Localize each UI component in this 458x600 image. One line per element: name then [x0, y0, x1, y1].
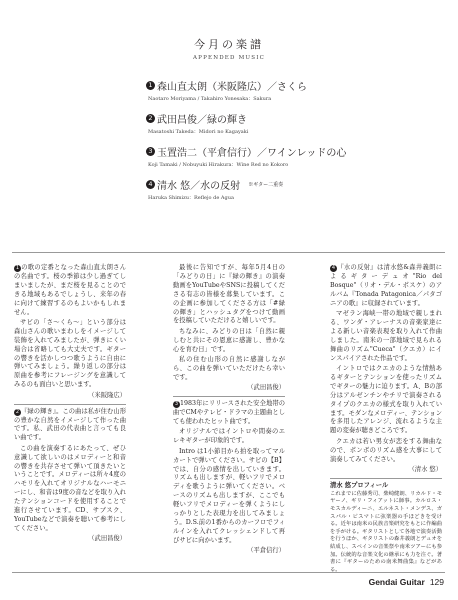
- section-number: 2: [15, 408, 20, 415]
- column-3: [330, 264, 442, 573]
- body-text: Intro は1小節目から拍を取ってマルカートで弾いてください。サビの【B】では、自分の感情を出していきます。リズムも出しますが、軽いフリでメロディを歌うように弾いてください。ベースのリズムも出しますが、ここでも軽いフリでメロディーを弾くようにしっかりとした表現力を出してみましょう。D.S.前の1番からのカーフロでフィルインを入れてクレッシェンドして再びサビに向かいます。: [173, 447, 285, 544]
- magazine-name: Gendai Guitar: [368, 577, 425, 587]
- toc-item-3: [146, 144, 436, 168]
- number-badge: 3: [146, 147, 155, 156]
- body-text: クエカは若い男女が恋をする舞曲なので、ボンボのリズム感を大事にして演奏してみてください。: [330, 437, 442, 463]
- toc-item-1: [146, 78, 436, 102]
- section-number: 4: [331, 265, 336, 271]
- body-text: マゼラン海峡一帯の地域で親しまれる、ワンダ・アレーナスの音楽家達による新しい音楽表現を取り入れて作曲しました。南米の一部地域で見られる舞曲のリズム"Cueca"（クエカ）にインスパイアされた作品です。: [330, 310, 442, 362]
- toc-title: 玉置浩二（平倉信行）／ワインレッドの心: [157, 148, 347, 159]
- body-text: イントロではクエカのような情熱あるギターとテンションを使ったリズムでギターの魅力に迫ります。A、Bの部分はアルゼンチンやチリで演奏されるタイプのクエカの様式を取り入れています。モダンなメロディー、テンションを多用したアレンジ、流れるような主題の変奏が聴きどころです。: [330, 364, 442, 435]
- toc-title: 武田昌俊／緑の輝き: [157, 115, 247, 126]
- page-subtitle: APPENDED MUSIC: [193, 55, 265, 61]
- toc-credit: Masatoshi Takeda：Midori no Kagayaki: [148, 129, 249, 135]
- signature: （清水 悠）: [408, 465, 442, 473]
- signature: （平倉信行）: [247, 547, 285, 555]
- column-1: [14, 264, 126, 568]
- toc-item-2: [146, 111, 436, 135]
- body-text: ちなみに、みどりの日は「自然に親しむと共にその恩恵に感謝し、豊かな心を育む日」です。: [173, 327, 285, 353]
- page-header: [0, 36, 458, 61]
- section-number: 3: [174, 401, 179, 408]
- number-badge: 2: [146, 114, 155, 123]
- page-number: 129: [429, 577, 444, 587]
- signature: （武田昌俊）: [88, 535, 126, 543]
- body-text: この曲を演奏するにあたって、ぜひ意識して欲しいのはメロディーと和音の響きを共存させて弾いて頂きたいということです。メロディーは所々4度のハモリを入れてオリジナルなハーモニーにし、和音は9度の音などを取り入れたテンションコードを使用することで進行させています。CD、サブスク、YouTubeなどで演奏を聴いて参考にしてください。: [14, 444, 126, 532]
- body-text: の歌の定番となった森山直太朗さんの名曲です。桜の季節は少し過ぎてしまいましたが、まだ桜を見ることのできる地域もあるでしょうし、来年の春に向けて練習するのもよいかもしれません。: [14, 264, 126, 316]
- toc-title: 森山直太朗（米阪隆広）／さくら: [157, 82, 307, 93]
- section-number: 1: [15, 265, 20, 271]
- toc-credit: Naotaro Moriyama / Takahiro Yonesaka：Sakura: [148, 96, 272, 102]
- toc-note: ※ギター二重奏: [248, 182, 284, 188]
- profile-heading: 清水 悠プロフィール: [330, 481, 389, 489]
- signature: （米阪隆広）: [88, 391, 126, 399]
- appended-music-list: [146, 78, 436, 210]
- number-badge: 1: [146, 81, 155, 90]
- body-text: 私の住む山形の自然に感謝しながら、この曲を弾いていただけたら幸いです。: [173, 356, 285, 381]
- body-text: 『水の反射』は清水悠&森井義朗によるギターデュオ"Rio del Bosque"（リオ・デル・ボスケ）のアルバム『Tonada Patagonica／パタゴニアの歌』に収録されています。: [330, 264, 442, 307]
- top-rule: [12, 252, 445, 253]
- toc-credit: Koji Tamaki / Nobuyuki Hirakura：Wine Red no Kokoro: [148, 162, 289, 168]
- body-text: 最後に告知ですが、毎年5月4日の「みどりの日」に『緑の輝き』の演奏動画をYouTubeやSNSに投稿してくださる有志の皆様を募集しています。この企画に参加してくださる方は「#緑の輝き」とハッシュタグをつけて動画を投稿していただけると嬉しいです。: [173, 264, 285, 325]
- signature: （武田昌俊）: [247, 384, 285, 392]
- body-text: オリジナルではイントロや間奏のエレキギターが印象的です。: [173, 428, 285, 445]
- column-2: [173, 264, 285, 568]
- number-badge: 4: [146, 180, 155, 189]
- bottom-rule: [12, 572, 445, 573]
- section-divider: [173, 396, 285, 397]
- toc-item-4: [146, 177, 436, 201]
- body-text: 1983年にリリースされた安全地帯の曲でCMやテレビ・ドラマの主題曲としても使われたヒット曲です。: [173, 400, 285, 425]
- profile-text: これまでに佐藤秀司、柴崎健朗、リカルド・モヤーノ、ギリ・フィアットに師事。カルロス・モスカルディーニ、エルネスト・メンデス、ガスパル・ビスマトに弦楽器の手ほどきを受ける。近年は南米の民族音楽研究をもとに作編曲を手がける。ギタリストとして各地で演奏活動を行うほか、ギタリストの森井義朗とデュオを結成し、スペインの音楽祭や南米ツアーにも参加。伝統的な音楽文化の継承にも力を注ぐ。著書に『ギターのための南米舞曲集』などがある。: [330, 490, 442, 573]
- toc-credit: Haruka Shimizu：Reflejo de Agua: [148, 195, 234, 201]
- section-divider: [330, 478, 442, 479]
- body-text: 『緑の輝き』。この曲は私が住む山形の豊かな自然をイメージして作った曲です。私、武田の代表曲と言っても良い曲です。: [14, 407, 126, 442]
- section-divider: [14, 404, 126, 405]
- page-title: 今月の楽譜: [194, 38, 264, 51]
- toc-title: 清水 悠／水の反射: [157, 181, 241, 192]
- body-text: サビの「さ～くら～」という部分は森山さんの歌いまわしをイメージして装飾を入れてみましたが、弾きにくい場合は省略しても大丈夫です。ギターの響きを活かしつつ歌うように自由に弾いてみましょう。繰り返しの部分は原曲を参考にフレージングを意識してみるのも面白いと思います。: [14, 318, 126, 389]
- page-footer: [369, 577, 444, 587]
